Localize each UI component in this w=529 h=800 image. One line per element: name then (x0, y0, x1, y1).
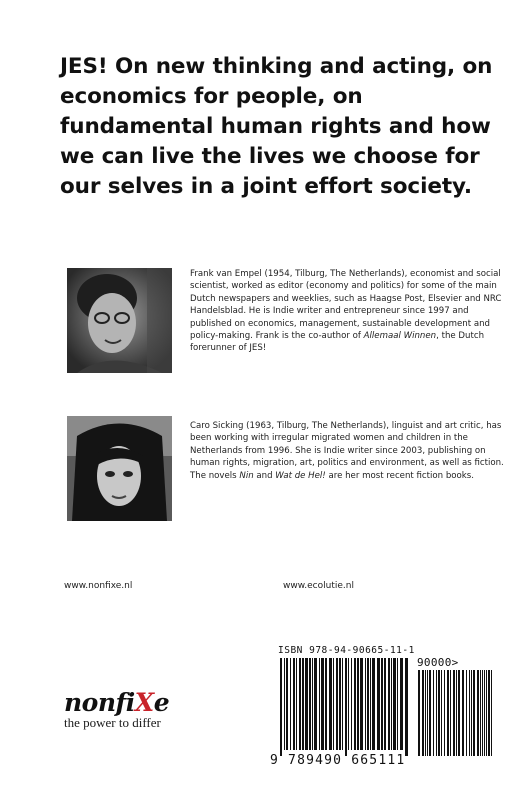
barcode-bar (280, 658, 282, 756)
barcode-bar (367, 658, 369, 750)
barcode-bar (319, 658, 320, 750)
barcode-addon-bar (462, 670, 464, 756)
barcode-bar (354, 658, 356, 750)
barcode-bar (284, 658, 285, 750)
barcode-bar (400, 658, 403, 750)
barcode-addon-bar (486, 670, 487, 756)
barcode-bar (329, 658, 332, 750)
ean-digits: 9 789490 665111 (270, 753, 406, 768)
barcode-bar (336, 658, 338, 750)
barcode-bar (405, 658, 408, 756)
barcode-addon-bar (422, 670, 424, 756)
barcode-addon-bar (491, 670, 492, 756)
price-addon-label: 90000> (417, 656, 459, 669)
barcode-bar (309, 658, 311, 750)
barcode-bar (348, 658, 349, 750)
barcode-addon-bar (471, 670, 472, 756)
link-ecolutie[interactable]: www.ecolutie.nl (283, 581, 354, 591)
barcode-bar (302, 658, 304, 750)
barcode-addon-bar (477, 670, 479, 756)
barcode-addon-bar (418, 670, 420, 756)
isbn-label: ISBN 978-94-90665-11-1 (278, 645, 415, 656)
barcode-bar (372, 658, 375, 750)
author-photo-frank-image (67, 268, 172, 373)
barcode-bar (360, 658, 363, 750)
barcode-bar (393, 658, 396, 750)
barcode-bar (286, 658, 288, 750)
author-bio-caro: Caro Sicking (1963, Tilburg, The Netherlands), linguist and art critic, has been working with irregular migrated women and children in the Netherlands from 1996. She is Indie writer since 2003, publishing on human rights, migration, art, politics and environment, as well as fiction. The novels Nin and Wat de Hel! are her most recent fiction books. (190, 421, 504, 481)
barcode-bar (388, 658, 390, 750)
barcode-addon-bar (458, 670, 460, 756)
barcode-addon-bar (427, 670, 428, 756)
headline: JES! On new thinking and acting, on economics for people, on fundamental human rights and how we can live the lives we choose for our selves in a joint effort society. (60, 54, 493, 199)
barcode-bar (339, 658, 341, 750)
isbn-barcode (268, 640, 503, 776)
barcode-bar (321, 658, 324, 750)
barcode-bar (345, 658, 347, 756)
barcode-addon-bar (433, 670, 434, 756)
barcode-bar (397, 658, 398, 750)
barcode-bar (305, 658, 308, 750)
barcode-addon-bar (469, 670, 470, 756)
barcode-addon-bar (456, 670, 457, 756)
barcode-addon-bar (482, 670, 483, 756)
barcode-bar (342, 658, 343, 750)
barcode-addon-bar (441, 670, 442, 756)
barcode-addon-bar (447, 670, 449, 756)
barcode-bar (384, 658, 386, 750)
barcode-bar (365, 658, 366, 750)
link-nonfixe[interactable]: www.nonfixe.nl (64, 581, 133, 591)
barcode-bar (381, 658, 383, 750)
barcode-addon-bar (438, 670, 440, 756)
barcode-bar (325, 658, 327, 750)
barcode-addon-bar (480, 670, 481, 756)
barcode-addon-bar (450, 670, 451, 756)
barcode-bar (290, 658, 291, 750)
barcode-bar (391, 658, 392, 750)
author-photo-caro-image (67, 416, 172, 521)
author-photo-frank (67, 268, 172, 373)
barcode-addon-bar (488, 670, 490, 756)
barcode-bar (370, 658, 371, 750)
author-bio-frank: Frank van Empel (1954, Tilburg, The Netherlands), economist and social scientist, worked as editor (economy and politics) for some of the main Dutch newspapers and weeklies, such as Haagse Post, Elsevier and NRC Handelsblad. He is Indie writer and entrepreneur since 1997 and published on economics, management, sustainable development and policy-making. Frank is the co-author of Allemaal Winnen, the Dutch forerunner of JES! (190, 269, 502, 354)
barcode-addon-bar (436, 670, 437, 756)
barcode-addon-bar (484, 670, 485, 756)
barcode-bar (312, 658, 313, 750)
logo-wordmark: nonfiXe (64, 688, 170, 717)
publisher-logo (64, 690, 244, 730)
barcode-bar (293, 658, 295, 750)
barcode-bar (357, 658, 359, 750)
barcode-addon-bar (466, 670, 467, 756)
barcode-bar (351, 658, 352, 750)
barcode-addon-bar (473, 670, 475, 756)
barcode-bar (377, 658, 380, 750)
logo-tagline: the power to differ (64, 715, 161, 730)
barcode-bar (314, 658, 317, 750)
barcode-addon-bar (453, 670, 455, 756)
barcode-bar (333, 658, 334, 750)
author-photo-caro (67, 416, 172, 521)
barcode-addon-bar (429, 670, 431, 756)
barcode-addon-bar (425, 670, 426, 756)
barcode-bar (299, 658, 301, 750)
barcode-bar (296, 658, 297, 750)
barcode-addon-bar (444, 670, 445, 756)
